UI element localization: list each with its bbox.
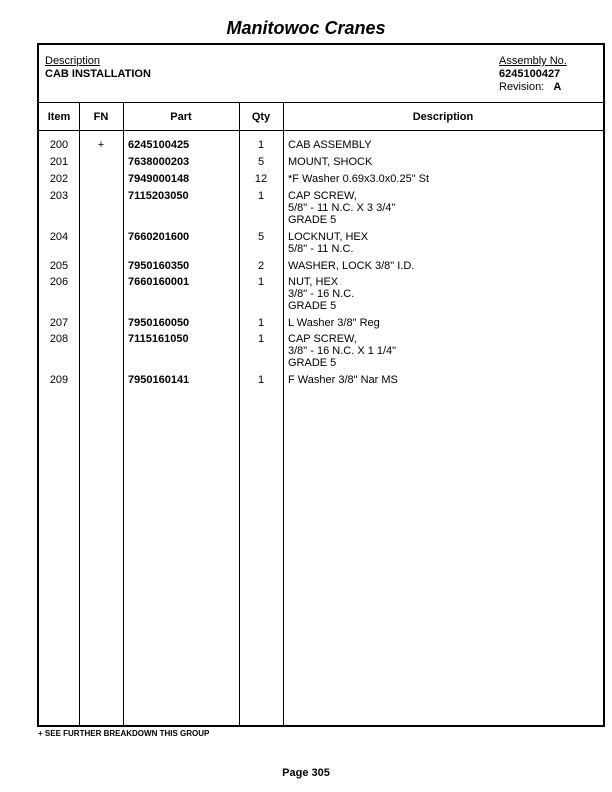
part-description: LOCKNUT, HEX 5/8" - 11 N.C. [288,231,369,255]
quantity: 5 [257,231,265,243]
column-divider [123,103,124,725]
part-description: WASHER, LOCK 3/8" I.D. [288,260,415,272]
quantity: 1 [257,139,265,151]
fn-marker: + [97,139,105,151]
description-value: CAB INSTALLATION [45,68,151,80]
part-number: 7660201600 [128,231,190,243]
part-description: MOUNT, SHOCK [288,156,373,168]
column-divider [79,103,80,725]
column-header-fn: FN [93,111,109,123]
part-description: *F Washer 0.69x3.0x0.25" St [288,173,430,185]
item-number: 203 [49,190,69,202]
footnote: + SEE FURTHER BREAKDOWN THIS GROUP [38,729,210,738]
column-header-part: Part [170,111,192,123]
item-number: 205 [49,260,69,272]
description-block [45,55,151,81]
revision-value: A [553,81,562,93]
part-description: CAP SCREW, 5/8" - 11 N.C. X 3 3/4" GRADE 5 [288,190,396,226]
description-label: Description [45,55,101,67]
quantity: 1 [257,317,265,329]
quantity: 1 [257,190,265,202]
part-description: L Washer 3/8" Reg [288,317,380,329]
page-title: Manitowoc Cranes [226,18,386,38]
revision-label: Revision: [499,81,545,93]
item-number: 208 [49,333,69,345]
revision-line [499,81,567,94]
part-number: 7950160141 [128,374,190,386]
assembly-number: 6245100427 [499,68,561,80]
parts-list-frame [37,43,605,727]
part-description: CAB ASSEMBLY [288,139,372,151]
quantity: 1 [257,276,265,288]
quantity: 1 [257,333,265,345]
assembly-block [499,55,567,94]
item-number: 206 [49,276,69,288]
part-number: 7950160350 [128,260,190,272]
column-header-description: Description [412,111,474,123]
part-description: NUT, HEX 3/8" - 16 N.C. GRADE 5 [288,276,355,312]
item-number: 200 [49,139,69,151]
quantity: 1 [257,374,265,386]
part-description: CAP SCREW, 3/8" - 16 N.C. X 1 1/4" GRADE 5 [288,333,397,369]
item-number: 204 [49,231,69,243]
item-number: 202 [49,173,69,185]
column-header-item: Item [47,111,71,123]
part-number: 7638000203 [128,156,190,168]
assembly-label: Assembly No. [499,55,567,67]
item-number: 209 [49,374,69,386]
column-divider [283,103,284,725]
column-header-qty: Qty [251,111,271,123]
quantity: 2 [257,260,265,272]
part-description: F Washer 3/8" Nar MS [288,374,398,386]
quantity: 12 [254,173,268,185]
part-number: 7949000148 [128,173,190,185]
part-number: 7660160001 [128,276,190,288]
page-number: Page 305 [282,767,330,779]
part-number: 7115161050 [128,333,189,345]
assembly-header [39,45,603,103]
item-number: 207 [49,317,69,329]
part-number: 6245100425 [128,139,190,151]
quantity: 5 [257,156,265,168]
item-number: 201 [49,156,69,168]
part-number: 7950160050 [128,317,190,329]
part-number: 7115203050 [128,190,189,202]
